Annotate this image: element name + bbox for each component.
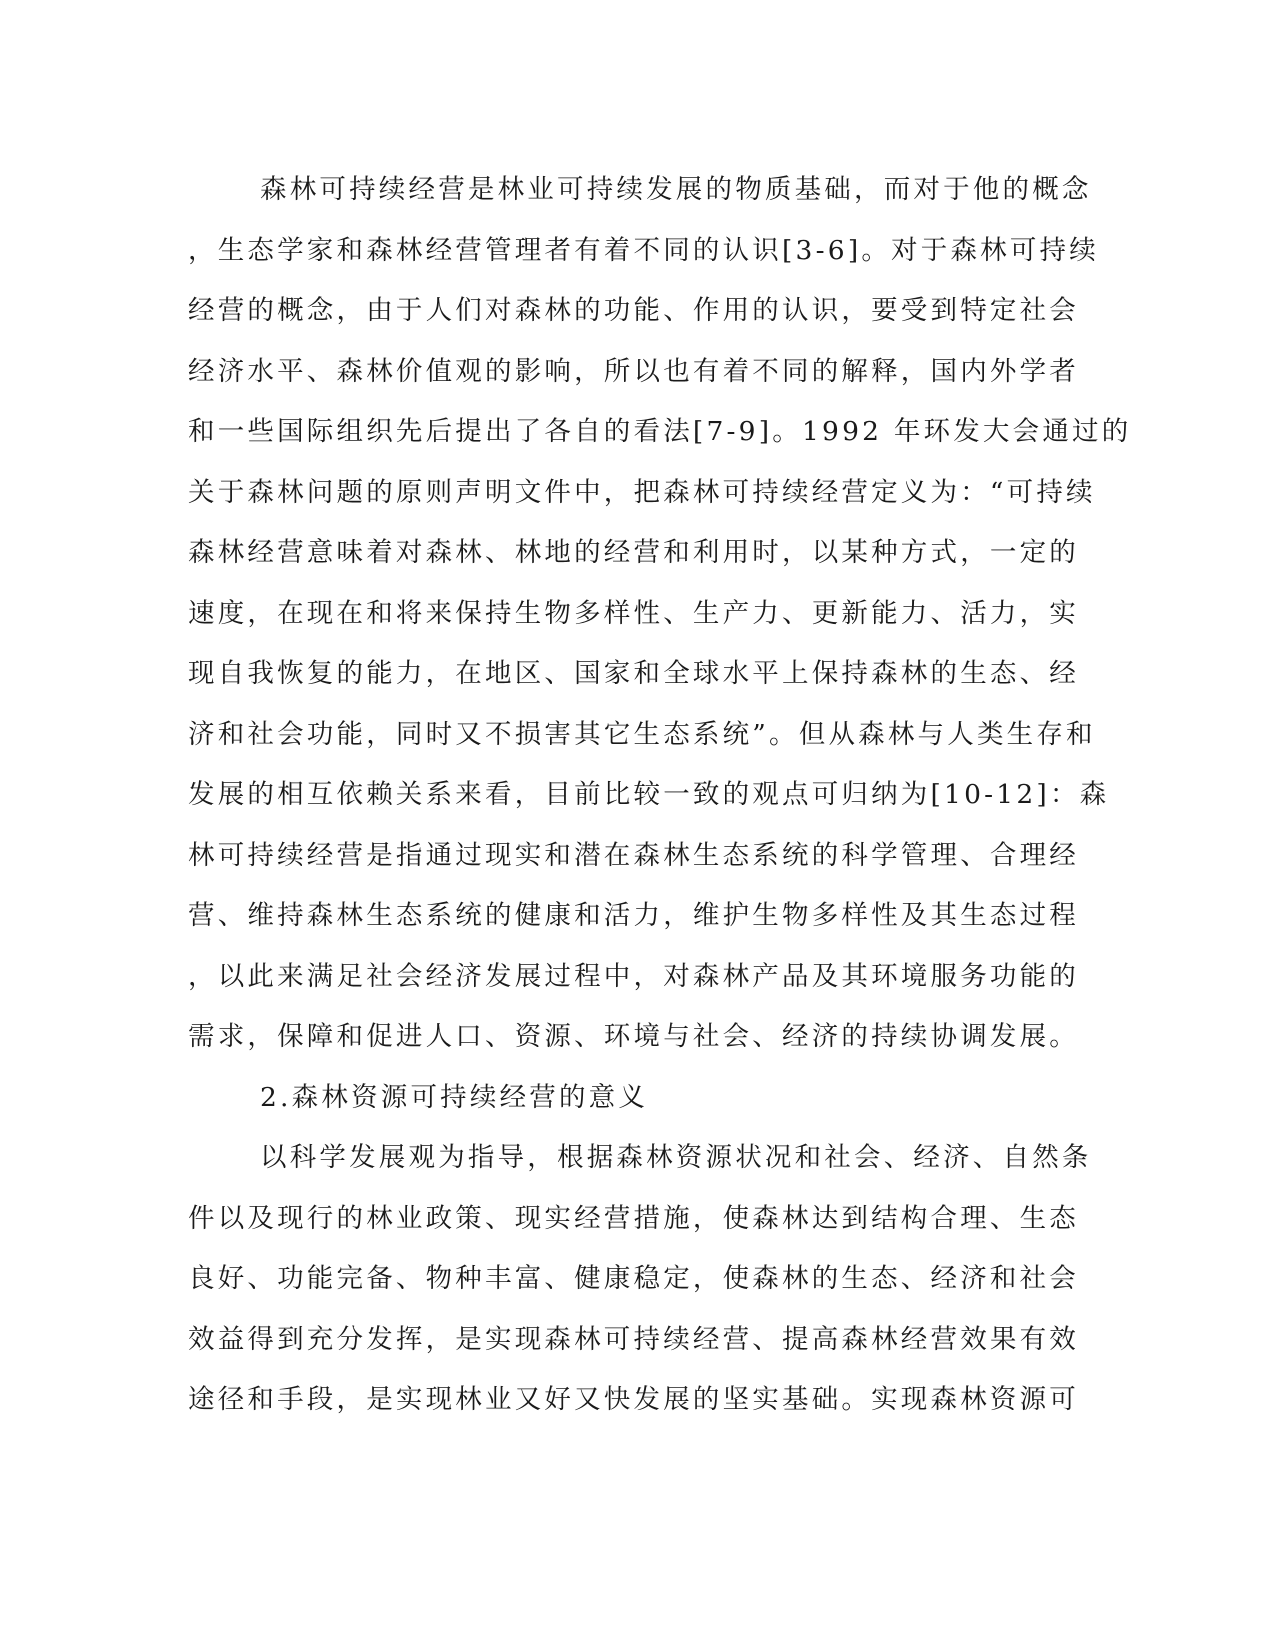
paragraph-line: 效益得到充分发挥，是实现森林可持续经营、提高森林经营效果有效 xyxy=(188,1323,1079,1355)
paragraph-line: 和一些国际组织先后提出了各自的看法[7-9]。1992 年环发大会通过的 xyxy=(188,416,1132,447)
paragraph-line: ，以此来满足社会经济发展过程中，对森林产品及其环境服务功能的 xyxy=(188,960,1079,992)
section-heading xyxy=(188,1068,1068,1129)
paragraph-line: 发展的相互依赖关系来看，目前比较一致的观点可归纳为[10-12]：森 xyxy=(188,779,1110,810)
paragraph-line: 经营的概念，由于人们对森林的功能、作用的认识，要受到特定社会 xyxy=(188,295,1079,326)
paragraph-line: ，生态学家和森林经营管理者有着不同的认识[3-6]。对于森林可持续 xyxy=(188,234,1099,266)
paragraph-line: 途径和手段，是实现林业又好又快发展的坚实基础。实现森林资源可 xyxy=(188,1384,1079,1415)
paragraph-line: 关于森林问题的原则声明文件中，把森林可持续经营定义为：“可持续 xyxy=(188,476,1096,508)
paragraph-line: 以科学发展观为指导，根据森林资源状况和社会、经济、自然条 xyxy=(260,1142,1092,1173)
paragraph-significance xyxy=(188,1128,1092,1431)
paragraph-line: 良好、功能完备、物种丰富、健康稳定，使森林的生态、经济和社会 xyxy=(188,1263,1079,1294)
paragraph-line: 林可持续经营是指通过现实和潜在森林生态系统的科学管理、合理经 xyxy=(188,839,1079,871)
paragraph-line: 经济水平、森林价值观的影响，所以也有着不同的解释，国内外学者 xyxy=(188,355,1079,387)
paragraph-line: 营、维持森林生态系统的健康和活力，维护生物多样性及其生态过程 xyxy=(188,900,1079,931)
paragraph-line: 速度，在现在和将来保持生物多样性、生产力、更新能力、活力，实 xyxy=(188,597,1079,629)
paragraph-line: 森林可持续经营是林业可持续发展的物质基础，而对于他的概念 xyxy=(260,174,1092,205)
paragraph-line: 济和社会功能，同时又不损害其它生态系统”。但从森林与人类生存和 xyxy=(188,718,1096,750)
paragraph-line: 森林经营意味着对森林、林地的经营和利用时，以某种方式，一定的 xyxy=(188,537,1079,568)
paragraph-line: 需求，保障和促进人口、资源、环境与社会、经济的持续协调发展。 xyxy=(188,1021,1079,1052)
body-text xyxy=(188,160,1132,1431)
paragraph-definition xyxy=(188,160,1132,1068)
section-heading-text: 2.森林资源可持续经营的意义 xyxy=(260,1081,649,1113)
paragraph-line: 件以及现行的林业政策、现实经营措施，使森林达到结构合理、生态 xyxy=(188,1202,1079,1234)
paragraph-line: 现自我恢复的能力，在地区、国家和全球水平上保持森林的生态、经 xyxy=(188,658,1079,689)
